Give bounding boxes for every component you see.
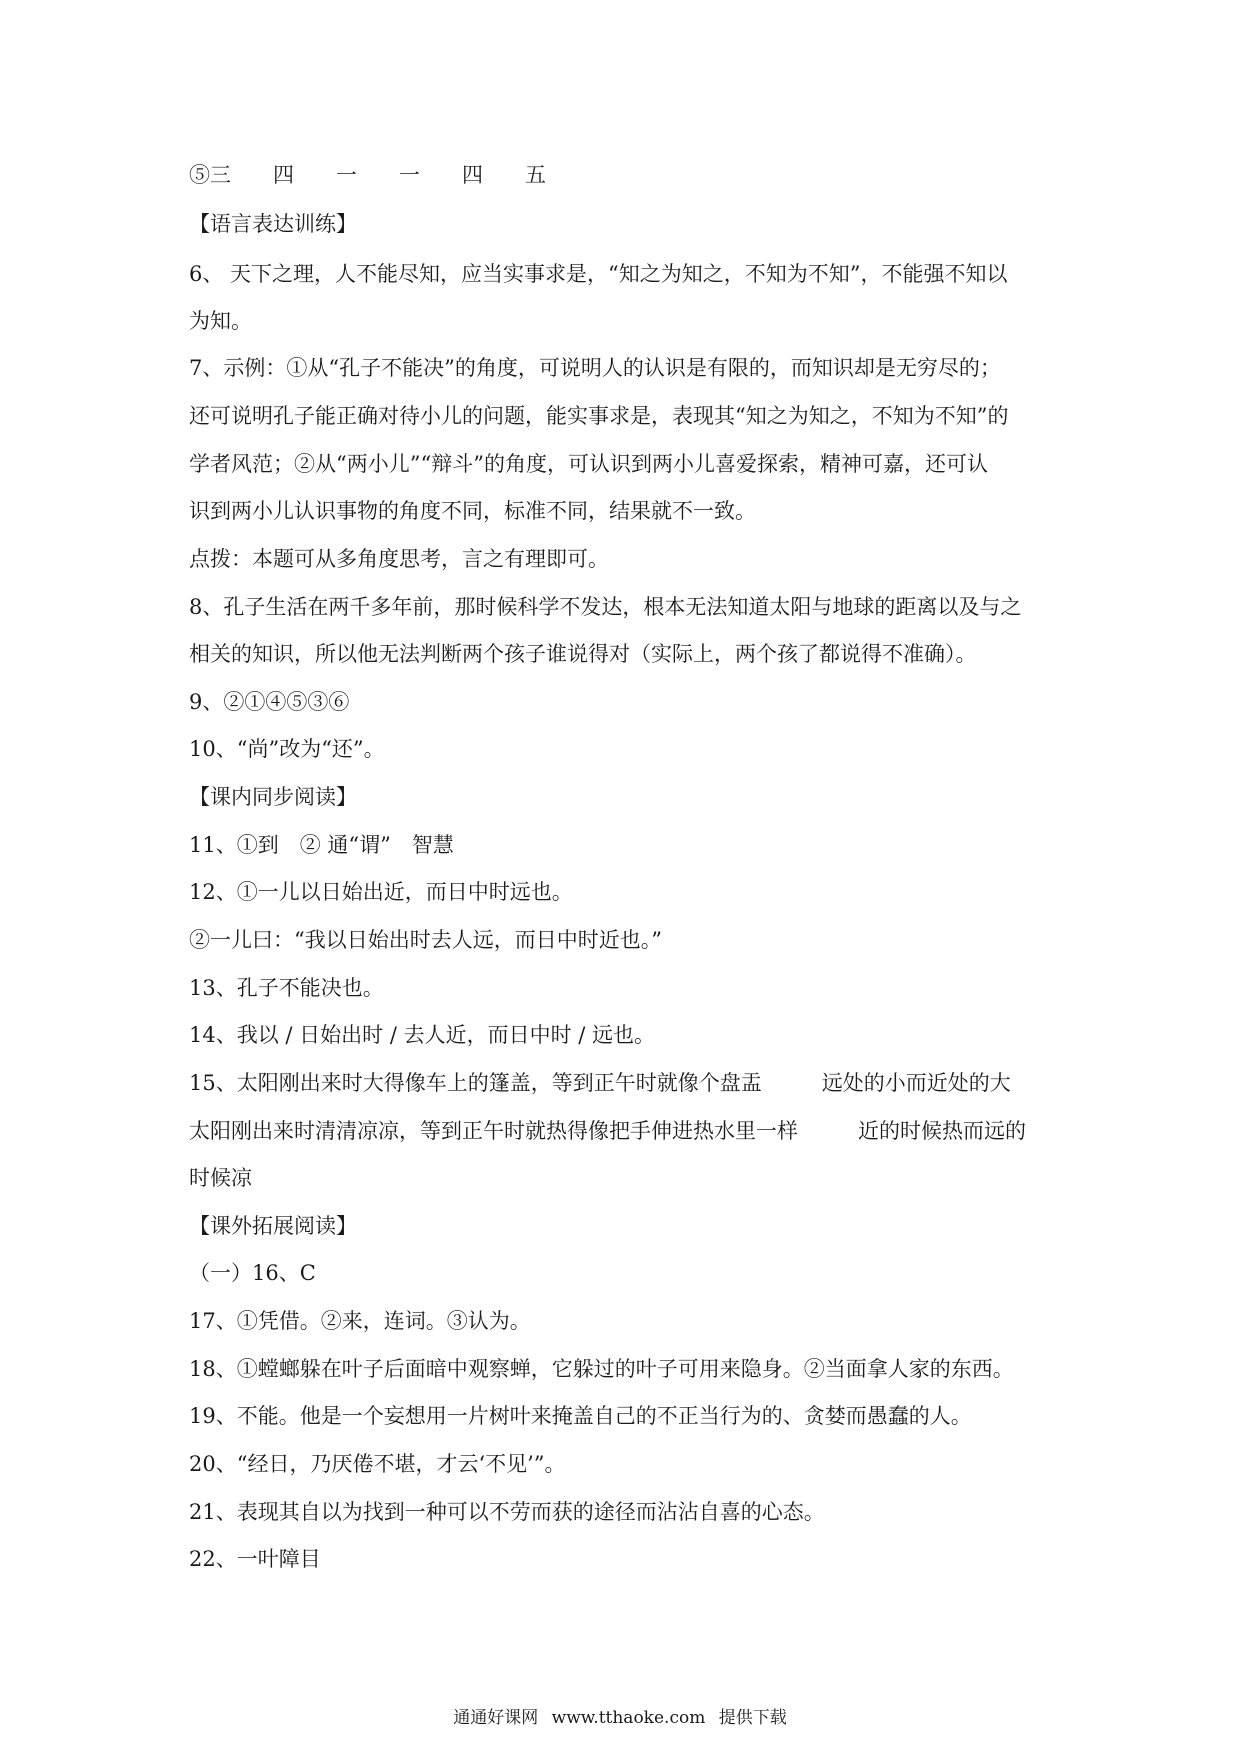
answer-15-line-2: [189, 1116, 1059, 1146]
answer-7-line-1: 7、示例：①从“孔子不能决”的角度，可说明人的认识是有限的，而知识却是无穷尽的；: [189, 356, 1001, 380]
answer-9-line: 9、②①④⑤③⑥: [189, 690, 350, 714]
answer-19-line: 19、不能。他是一个妄想用一片树叶来掩盖自己的不正当行为的、贪婪而愚蠢的人。: [189, 1404, 972, 1428]
section-heading-extended-reading: 【课外拓展阅读】: [189, 1214, 357, 1238]
answer-12-line-2: ②一儿曰：“我以日始出时去人远，而日中时近也。”: [189, 928, 662, 952]
page-footer: [0, 1706, 1240, 1730]
section-heading-in-class-reading: 【课内同步阅读】: [189, 785, 357, 809]
answer-7-line-3: 学者风范；②从“两小儿”“辩斗”的角度，可认识到两小儿喜爱探索，精神可嘉，还可认: [189, 452, 988, 476]
answer-15-part-a: 15、太阳刚出来时大得像车上的篷盖，等到正午时就像个盘盂: [189, 1071, 762, 1095]
answer-17-line: 17、①凭借。②来，连词。③认为。: [189, 1309, 531, 1333]
answer-16-line: （一）16、C: [189, 1261, 316, 1285]
answer-20-line: 20、“经日，乃厌倦不堪，才云‘不见’”。: [189, 1452, 566, 1476]
answer-21-line: 21、表现其自以为找到一种可以不劳而获的途径而沾沾自喜的心态。: [189, 1500, 825, 1524]
hint-line: 点拨：本题可从多角度思考，言之有理即可。: [189, 547, 609, 571]
answer-7-line-2: 还可说明孔子能正确对待小儿的问题，能实事求是，表现其“知之为知之，不知为不知”的: [189, 404, 1009, 428]
answer-13-line: 13、孔子不能决也。: [189, 976, 384, 1000]
footer-url[interactable]: www.tthaoke.com: [551, 1708, 706, 1728]
answer-6-line-1: 6、 天下之理，人不能尽知，应当实事求是，“知之为知之，不知为不知”，不能强不知以: [189, 262, 1008, 286]
section-heading-language-expression: 【语言表达训练】: [189, 212, 357, 236]
answer-11-line: 11、①到 ② 通“谓” 智慧: [189, 833, 454, 857]
answer-14-line: 14、我以 / 日始出时 / 去人近，而日中时 / 远也。: [189, 1023, 655, 1047]
answer-10-line: 10、“尚”改为“还”。: [189, 737, 385, 761]
answer-22-line: 22、一叶障目: [189, 1547, 321, 1571]
answer-15-part-c: 太阳刚出来时清清凉凉，等到正午时就热得像把手伸进热水里一样: [189, 1119, 798, 1143]
answer-15-line-3: 时候凉: [189, 1166, 252, 1190]
answer-18-line: 18、①螳螂躲在叶子后面暗中观察蝉，它躲过的叶子可用来隐身。②当面拿人家的东西。: [189, 1357, 1014, 1381]
answer-8-line-2: 相关的知识，所以他无法判断两个孩子谁说得对（实际上，两个孩了都说得不准确）。: [189, 642, 977, 666]
answer-15-part-d: 近的时候热而远的: [858, 1119, 1026, 1143]
answer-5-line: ⑤三 四 一 一 四 五: [189, 163, 546, 187]
answer-15-part-b: 远处的小而近处的大: [821, 1071, 1011, 1095]
footer-site-name: 通通好课网: [453, 1708, 539, 1728]
answer-15-line-1: [189, 1068, 1059, 1098]
answer-7-line-4: 识到两小儿认识事物的角度不同，标准不同，结果就不一致。: [189, 499, 756, 523]
footer-tail: 提供下载: [718, 1708, 787, 1728]
answer-6-line-2: 为知。: [189, 309, 252, 333]
answer-12-line-1: 12、①一儿以日始出近，而日中时远也。: [189, 880, 573, 904]
answer-8-line-1: 8、孔子生活在两千多年前，那时候科学不发达，根本无法知道太阳与地球的距离以及与之: [189, 595, 1022, 619]
